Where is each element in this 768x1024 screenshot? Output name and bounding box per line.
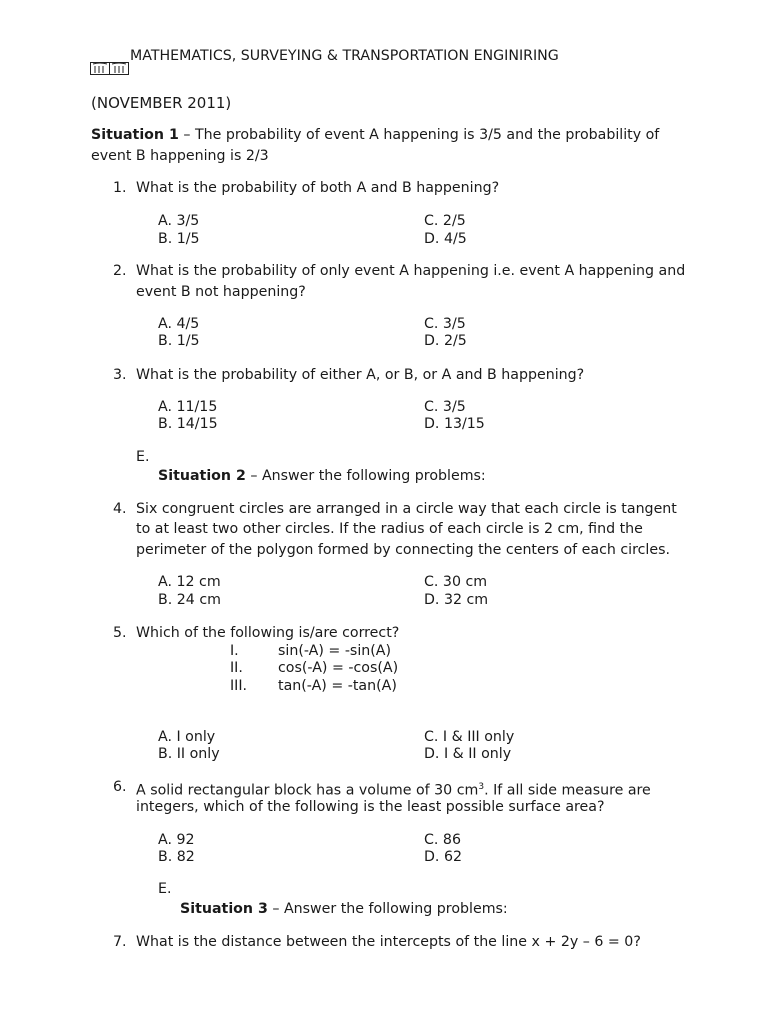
question-number: 7.	[113, 934, 127, 950]
question-number: 1.	[113, 180, 127, 196]
list-item-e: E.	[136, 449, 150, 465]
choice-a: A. 3/5	[158, 213, 200, 229]
choice-d: D. 4/5	[424, 231, 467, 247]
situation-1-text: – The probability of event A happening is 3/5 and the probability of	[178, 127, 660, 143]
choice-a: A. 11/15	[158, 399, 218, 415]
choice-c: C. I & III only	[424, 729, 515, 745]
list-item-e: E.	[158, 881, 172, 897]
book-icon	[90, 60, 130, 76]
choice-b: B. 1/5	[158, 231, 200, 247]
situation-3-text: – Answer the following problems:	[267, 901, 508, 917]
question-2-text-2: event B not happening?	[136, 284, 306, 300]
choice-b: B. 82	[158, 849, 195, 865]
question-4-text-2: to at least two other circles. If the radius of each circle is 2 cm, find the	[136, 521, 643, 537]
question-6-text	[136, 778, 651, 800]
question-6-text-pre: A solid rectangular block has a volume of 30 cm	[136, 782, 479, 799]
roman-numeral: II.	[230, 660, 243, 676]
choice-d: D. I & II only	[424, 746, 512, 762]
choice-c: C. 3/5	[424, 399, 466, 415]
choice-b: B. II only	[158, 746, 220, 762]
choice-b: B. 24 cm	[158, 592, 221, 608]
choice-c: C. 86	[424, 832, 461, 848]
question-number: 2.	[113, 263, 127, 279]
choice-d: D. 62	[424, 849, 462, 865]
choice-a: A. 12 cm	[158, 574, 221, 590]
situation-2	[158, 467, 486, 485]
roman-numeral: III.	[230, 678, 248, 694]
question-number: 4.	[113, 501, 127, 517]
question-2-text: What is the probability of only event A happening i.e. event A happening and	[136, 263, 686, 279]
identity-expression: cos(-A) = -cos(A)	[278, 660, 399, 676]
question-4-text: Six congruent circles are arranged in a circle way that each circle is tangent	[136, 501, 677, 517]
situation-1-text-2: event B happening is 2/3	[91, 148, 269, 164]
question-3-text: What is the probability of either A, or B, or A and B happening?	[136, 367, 585, 383]
choice-d: D. 32 cm	[424, 592, 489, 608]
situation-3-label: Situation 3	[180, 901, 268, 917]
question-4-text-3: perimeter of the polygon formed by connecting the centers of each circles.	[136, 542, 671, 558]
question-6-text-post: . If all side measure are	[484, 782, 651, 799]
choice-c: C. 30 cm	[424, 574, 488, 590]
question-number: 5.	[113, 625, 127, 641]
question-7-text: What is the distance between the intercepts of the line x + 2y – 6 = 0?	[136, 934, 641, 950]
choice-a: A. I only	[158, 729, 216, 745]
question-number: 6.	[113, 779, 127, 795]
situation-2-label: Situation 2	[158, 468, 246, 484]
roman-numeral: I.	[230, 643, 239, 659]
situation-1	[91, 126, 659, 144]
document-title: MATHEMATICS, SURVEYING & TRANSPORTATION ENGINIRING	[130, 48, 559, 64]
question-1-text: What is the probability of both A and B happening?	[136, 180, 500, 196]
exam-date: (NOVEMBER 2011)	[91, 94, 232, 112]
choice-d: D. 13/15	[424, 416, 485, 432]
situation-3	[180, 900, 508, 918]
choice-c: C. 3/5	[424, 316, 466, 332]
choice-b: B. 14/15	[158, 416, 218, 432]
situation-1-label: Situation 1	[91, 127, 179, 143]
choice-d: D. 2/5	[424, 333, 467, 349]
identity-expression: sin(-A) = -sin(A)	[278, 643, 392, 659]
choice-c: C. 2/5	[424, 213, 466, 229]
choice-a: A. 4/5	[158, 316, 200, 332]
choice-b: B. 1/5	[158, 333, 200, 349]
superscript: 3	[478, 782, 485, 792]
situation-2-text: – Answer the following problems:	[245, 468, 486, 484]
question-5-text: Which of the following is/are correct?	[136, 625, 400, 641]
question-6-text-2: integers, which of the following is the least possible surface area?	[136, 799, 605, 815]
choice-a: A. 92	[158, 832, 195, 848]
question-number: 3.	[113, 367, 127, 383]
identity-expression: tan(-A) = -tan(A)	[278, 678, 397, 694]
